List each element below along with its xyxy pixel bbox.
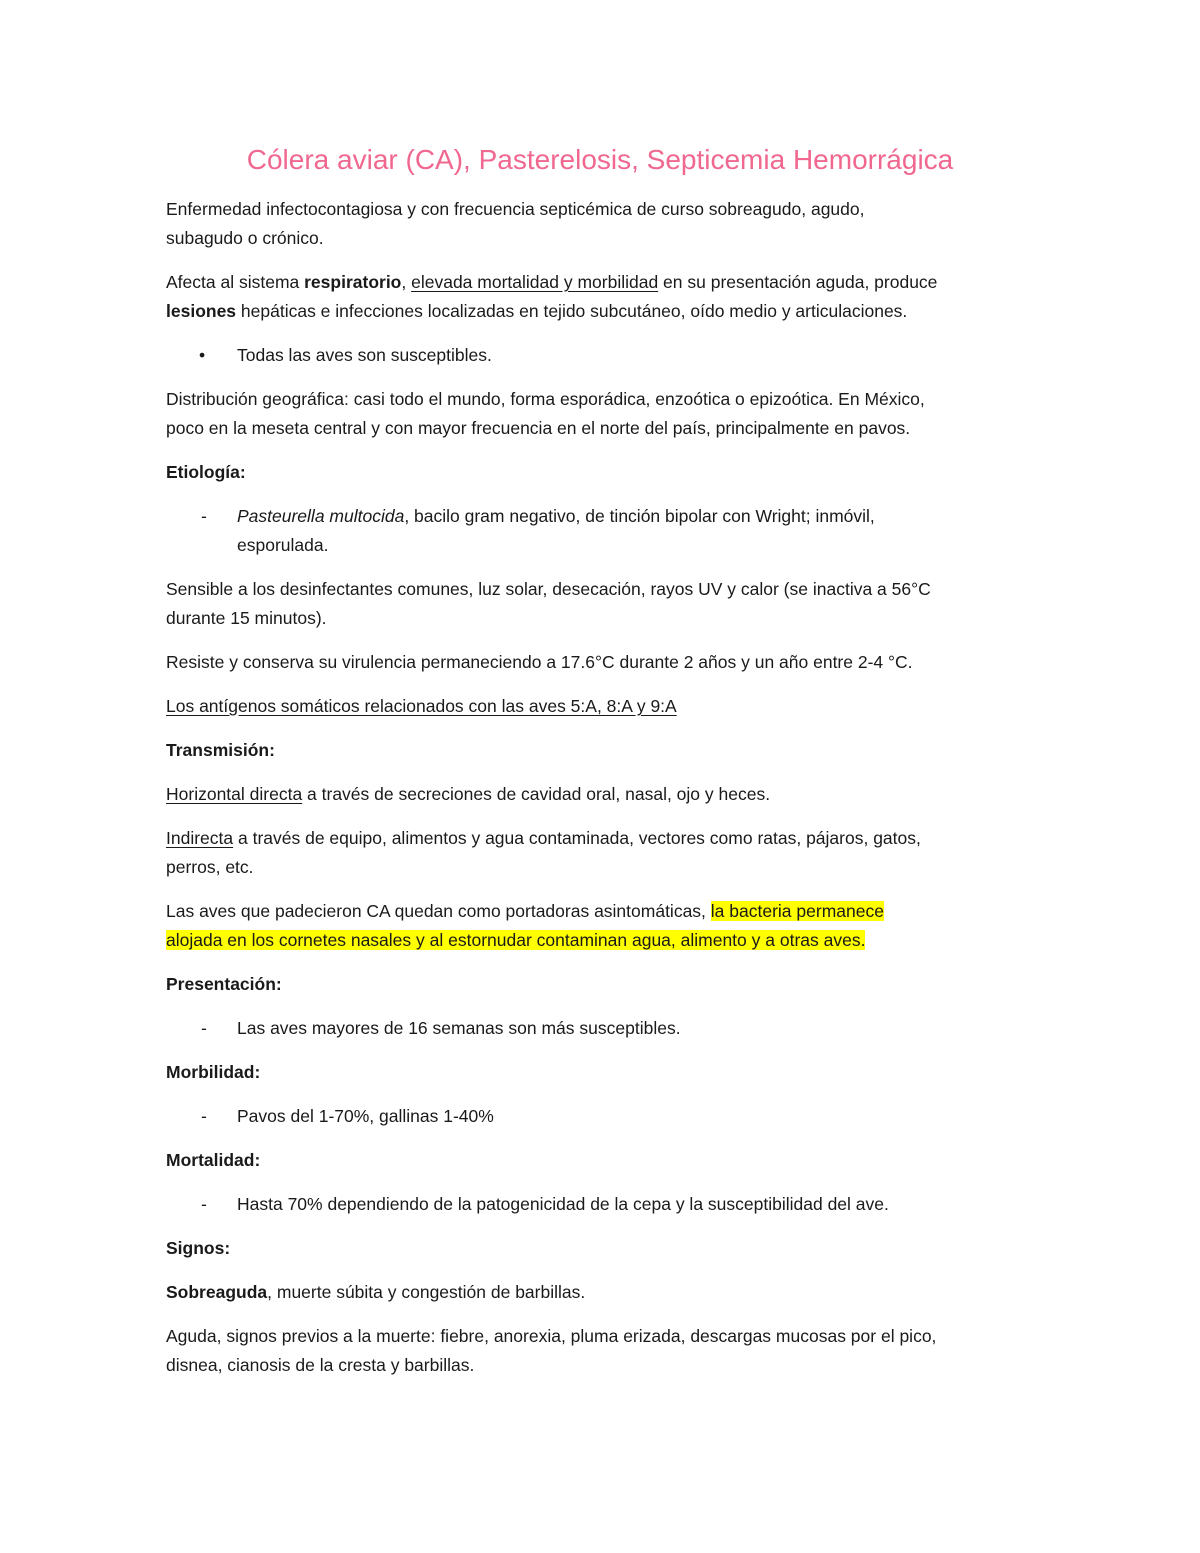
heading-signos: Signos: bbox=[166, 1238, 231, 1258]
antigens-paragraph: Los antígenos somáticos relacionados con las aves 5:A, 8:A y 9:A bbox=[166, 696, 677, 716]
aguda-line-1: Aguda, signos previos a la muerte: fiebre, anorexia, pluma erizada, descargas mucosas por el pico, bbox=[166, 1326, 937, 1346]
indirect-text: a través de equipo, alimentos y agua contaminada, vectores como ratas, pájaros, gatos, bbox=[233, 828, 921, 848]
heading-transmision: Transmisión: bbox=[166, 740, 275, 760]
dash-icon: - bbox=[201, 1194, 207, 1214]
horizontal-transmission bbox=[166, 780, 1046, 809]
sensitivity-line-1: Sensible a los desinfectantes comunes, luz solar, desecación, rayos UV y calor (se inactiva a 56°C bbox=[166, 579, 931, 599]
heading-morbilidad: Morbilidad: bbox=[166, 1062, 261, 1082]
heading-presentacion: Presentación: bbox=[166, 974, 282, 994]
dash-icon: - bbox=[201, 506, 207, 526]
species-description: , bacilo gram negativo, de tinción bipolar con Wright; inmóvil, bbox=[404, 506, 875, 526]
dash-icon: - bbox=[201, 1106, 207, 1126]
sobreaguda-text: , muerte súbita y congestión de barbillas. bbox=[267, 1282, 586, 1302]
etiologia-item-line-2: esporulada. bbox=[237, 535, 329, 555]
carriers-line-1 bbox=[166, 897, 1046, 926]
indirect-underlined: Indirecta bbox=[166, 828, 234, 848]
lesions-text: hepáticas e infecciones localizadas en tejido subcutáneo, oído medio y articulaciones. bbox=[236, 301, 908, 321]
heading-mortalidad: Mortalidad: bbox=[166, 1150, 261, 1170]
carriers-line-2 bbox=[166, 926, 1046, 955]
horizontal-underlined: Horizontal directa bbox=[166, 784, 303, 804]
indirect-transmission-line-1 bbox=[166, 824, 1046, 853]
bullet-text: Todas las aves son susceptibles. bbox=[237, 345, 492, 365]
respiratory-bold: respiratorio bbox=[304, 272, 402, 292]
etiologia-item-line-1 bbox=[237, 502, 875, 531]
indirect-transmission-line-2: perros, etc. bbox=[166, 857, 254, 877]
mortality-underlined: elevada mortalidad y morbilidad bbox=[411, 272, 659, 292]
distribution-line-1: Distribución geográfica: casi todo el mundo, forma esporádica, enzoótica o epizoótica. En México, bbox=[166, 389, 925, 409]
species-italic: Pasteurella multocida bbox=[237, 506, 405, 526]
affects-paragraph-line-2 bbox=[166, 297, 1046, 326]
bullet-icon: • bbox=[199, 345, 206, 365]
aguda-line-2: disnea, cianosis de la cresta y barbillas. bbox=[166, 1355, 475, 1375]
morbilidad-text: Pavos del 1-70%, gallinas 1-40% bbox=[237, 1106, 494, 1126]
sobreaguda-paragraph bbox=[166, 1278, 1046, 1307]
presentation-text: en su presentación aguda, produce bbox=[658, 272, 938, 292]
lesions-bold: lesiones bbox=[166, 301, 237, 321]
highlighted-text-1: la bacteria permanece bbox=[710, 901, 884, 921]
affects-paragraph-line-1 bbox=[166, 268, 1046, 297]
presentacion-text: Las aves mayores de 16 semanas son más susceptibles. bbox=[237, 1018, 681, 1038]
resistance-paragraph: Resiste y conserva su virulencia permaneciendo a 17.6°C durante 2 años y un año entre 2-4 °C. bbox=[166, 652, 913, 672]
sobreaguda-bold: Sobreaguda bbox=[166, 1282, 268, 1302]
sensitivity-line-2: durante 15 minutos). bbox=[166, 608, 327, 628]
intro-paragraph-line-1: Enfermedad infectocontagiosa y con frecuencia septicémica de curso sobreagudo, agudo, bbox=[166, 199, 865, 219]
horizontal-text: a través de secreciones de cavidad oral, nasal, ojo y heces. bbox=[302, 784, 771, 804]
highlighted-text-2: alojada en los cornetes nasales y al estornudar contaminan agua, alimento y a otras aves. bbox=[166, 930, 866, 950]
heading-etiologia: Etiología: bbox=[166, 462, 246, 482]
mortalidad-text: Hasta 70% dependiendo de la patogenicidad de la cepa y la susceptibilidad del ave. bbox=[237, 1194, 889, 1214]
comma-text: , bbox=[401, 272, 412, 292]
distribution-line-2: poco en la meseta central y con mayor frecuencia en el norte del país, principalmente en pavos. bbox=[166, 418, 911, 438]
carriers-text: Las aves que padecieron CA quedan como portadoras asintomáticas, bbox=[166, 901, 711, 921]
dash-icon: - bbox=[201, 1018, 207, 1038]
document-title: Cólera aviar (CA), Pasterelosis, Septicemia Hemorrágica bbox=[246, 144, 954, 175]
affects-text: Afecta al sistema bbox=[166, 272, 305, 292]
intro-paragraph-line-2: subagudo o crónico. bbox=[166, 228, 324, 248]
